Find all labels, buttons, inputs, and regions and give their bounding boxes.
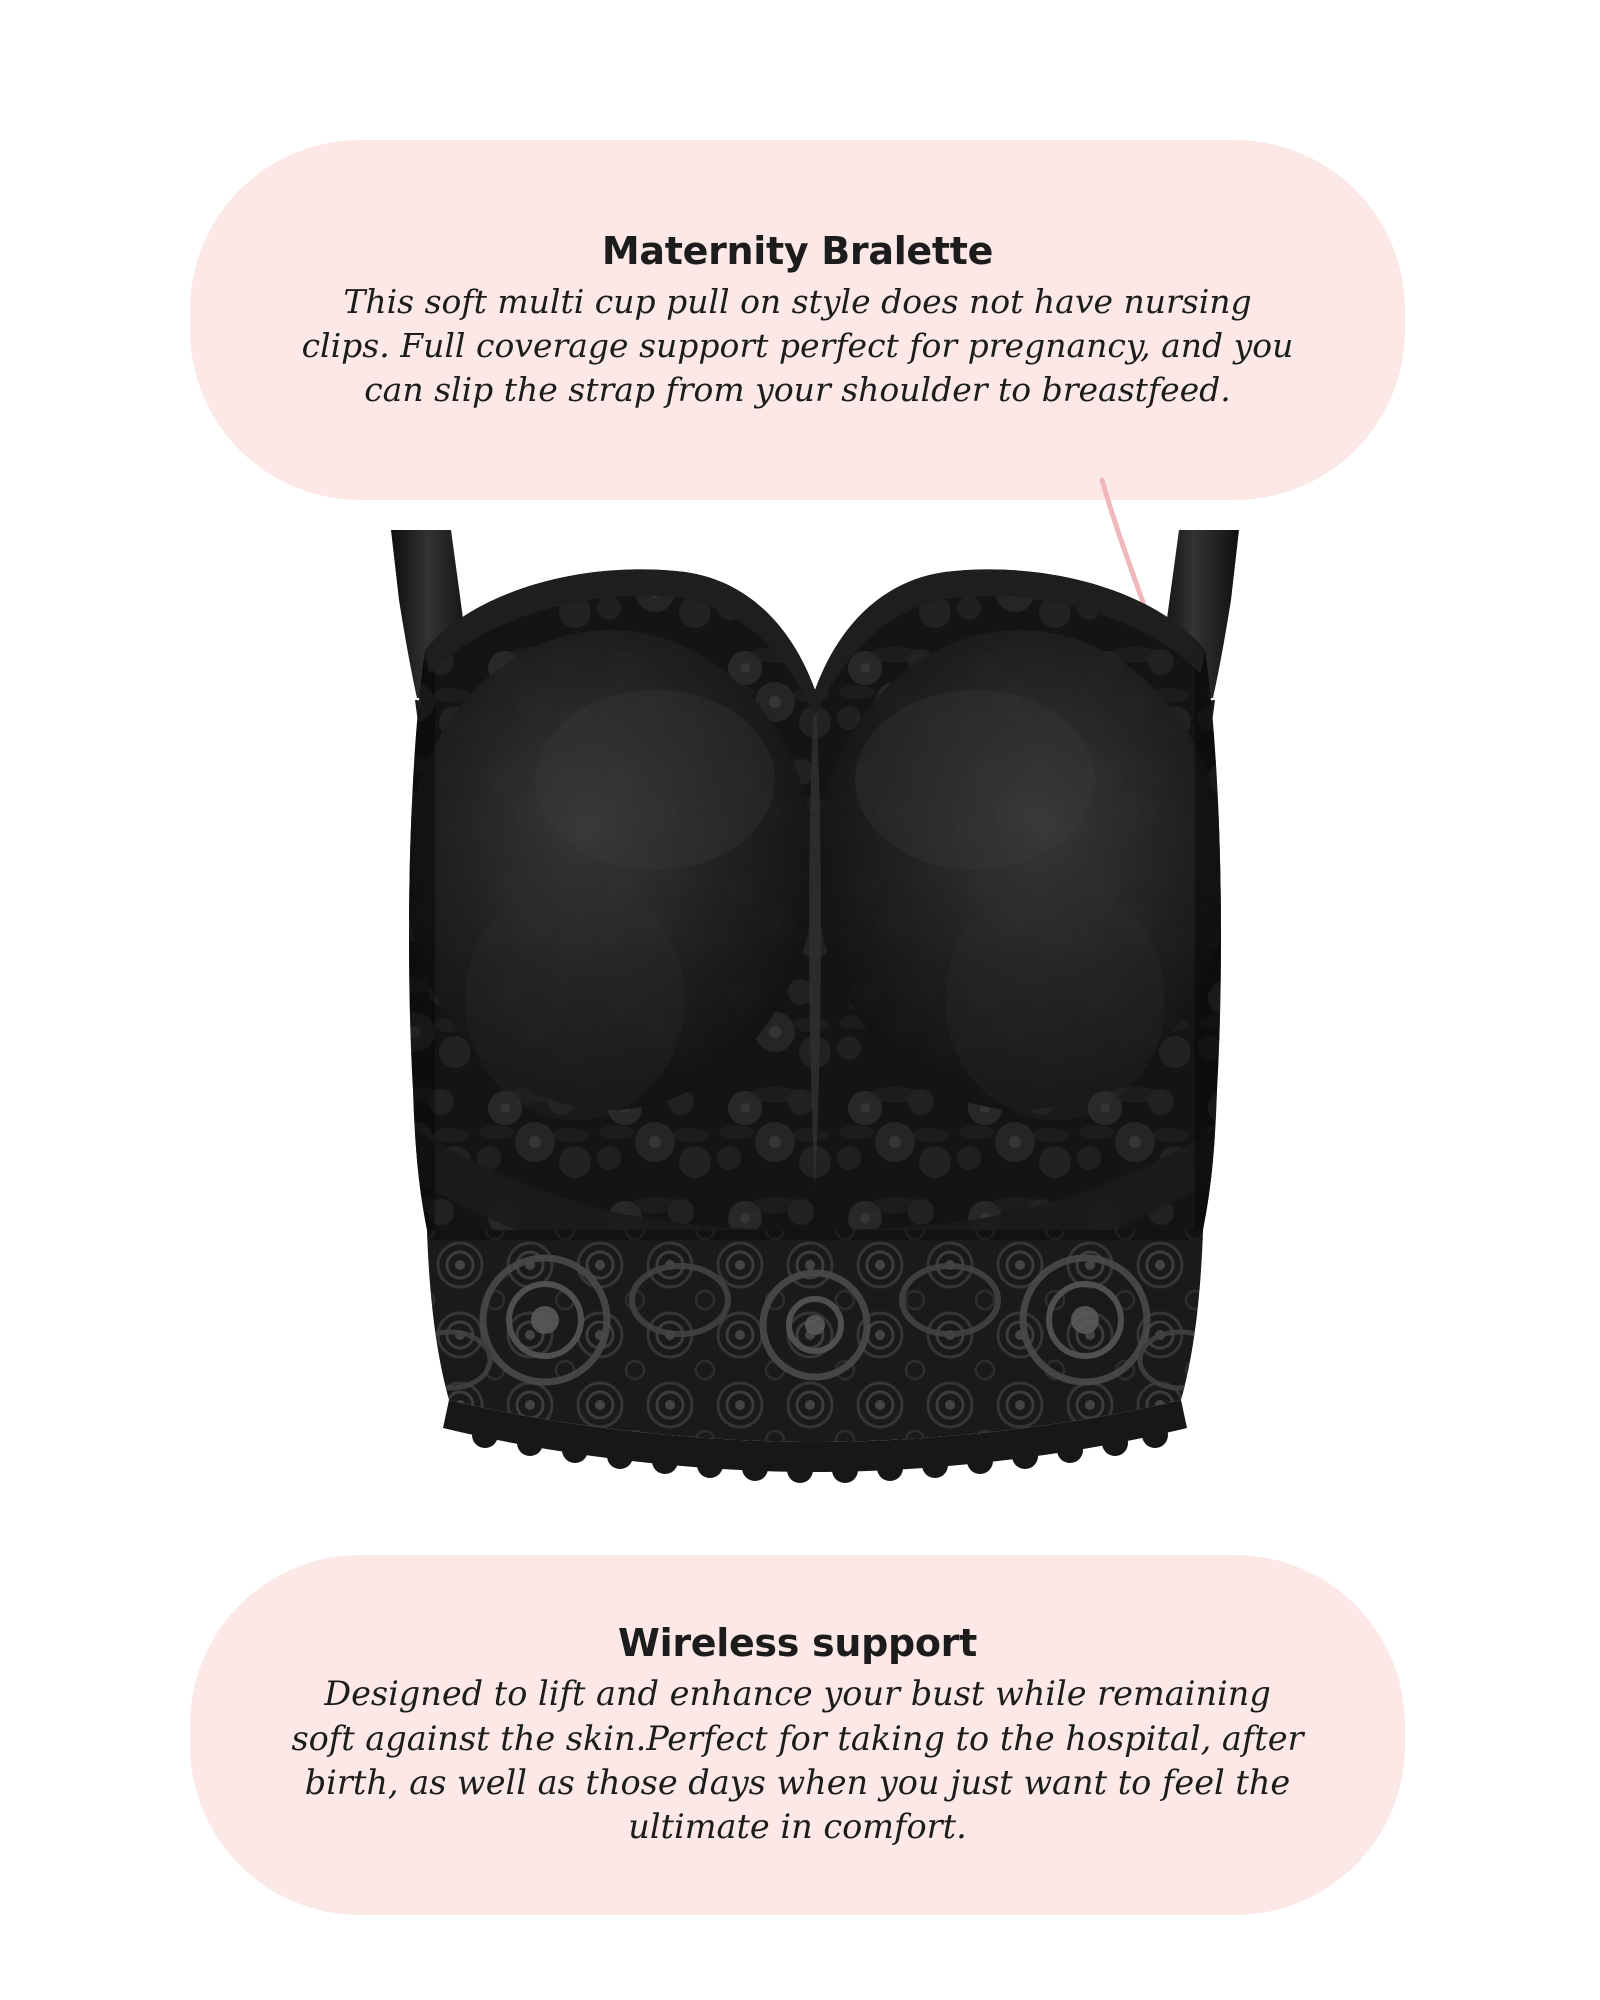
callout-body: This soft multi cup pull on style does not have nursing clips. Full coverage support perfect for pregnancy, and you can slip the strap from your shoulder to breastfeed. [301, 282, 1294, 409]
product-image-alt [355, 1490, 356, 1491]
callout-maternity-bralette [190, 140, 1405, 500]
callout-wireless-support [190, 1555, 1405, 1915]
callout-title: Wireless support [617, 1620, 977, 1665]
callout-title: Maternity Bralette [601, 228, 994, 273]
product-image [355, 530, 1275, 1490]
callout-body: Designed to lift and enhance your bust while remaining soft against the skin.Perfect for taking to the hospital, after birth, as well as those days when you just want to feel the ultimate in comfort. [291, 1674, 1304, 1847]
